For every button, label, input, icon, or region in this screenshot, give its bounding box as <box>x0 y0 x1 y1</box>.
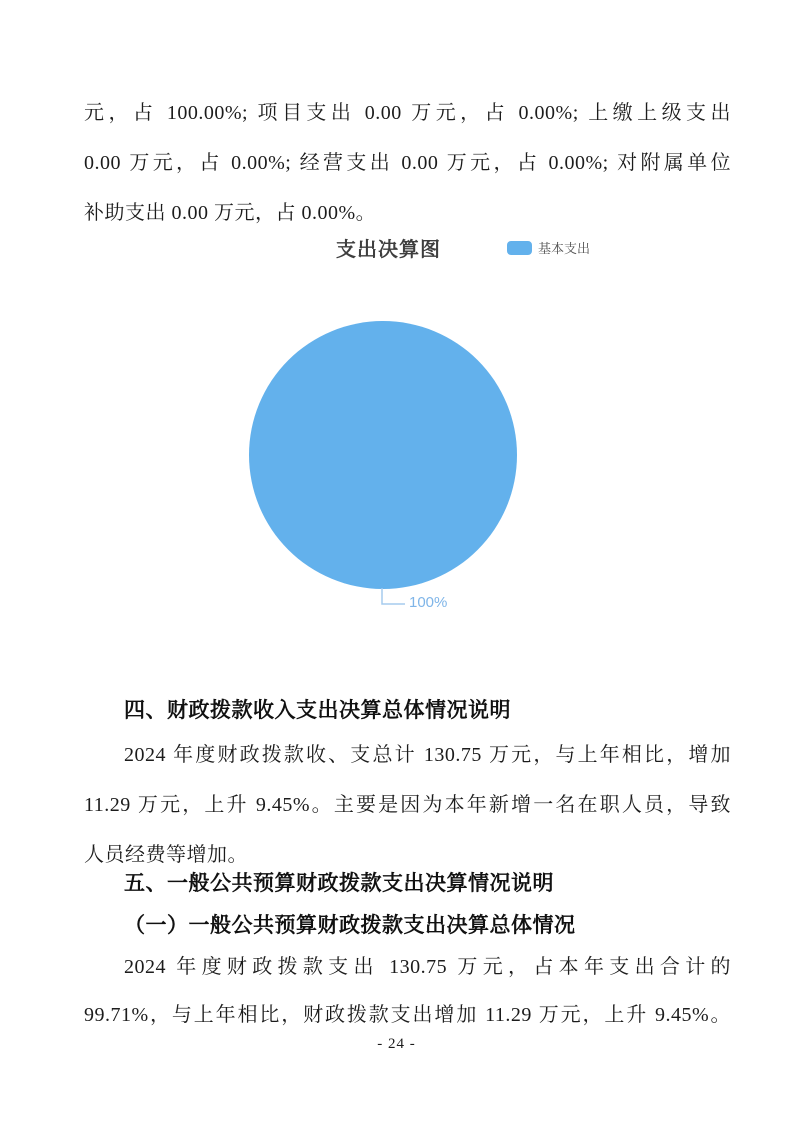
chart-title: 支出决算图 <box>336 239 441 261</box>
paragraph-line: 0.00 万元，占 0.00%; 经营支出 0.00 万元，占 0.00%; 对附属单位 <box>84 152 731 174</box>
legend-swatch-icon <box>507 241 532 255</box>
page-number: - 24 - <box>377 1036 416 1052</box>
paragraph-line: 元，占 100.00%; 项目支出 0.00 万元，占 0.00%; 上缴上级支出 <box>84 102 731 124</box>
paragraph-line: 99.71%，与上年相比，财政拨款支出增加 11.29 万元，上升 9.45%。 <box>84 1004 731 1026</box>
paragraph-line: 人员经费等增加。 <box>84 844 248 866</box>
chart-legend <box>507 238 590 257</box>
section-subheading-5-1: （一）一般公共预算财政拨款支出决算总体情况 <box>124 913 576 937</box>
paragraph-line: 2024 年度财政拨款收、支总计 130.75 万元，与上年相比，增加 <box>124 744 731 766</box>
legend-label: 基本支出 <box>538 241 591 256</box>
section-heading-4: 四、财政拨款收入支出决算总体情况说明 <box>124 698 511 722</box>
pie-slice-basic-expenditure <box>249 321 517 589</box>
paragraph-line: 11.29 万元，上升 9.45%。主要是因为本年新增一名在职人员，导致 <box>84 794 731 816</box>
paragraph-line: 2024 年度财政拨款支出 130.75 万元，占本年支出合计的 <box>124 956 731 978</box>
section-heading-5: 五、一般公共预算财政拨款支出决算情况说明 <box>124 871 554 895</box>
pie-slice-label: 100% <box>409 594 448 611</box>
paragraph-line: 补助支出 0.00 万元，占 0.00%。 <box>84 202 377 224</box>
